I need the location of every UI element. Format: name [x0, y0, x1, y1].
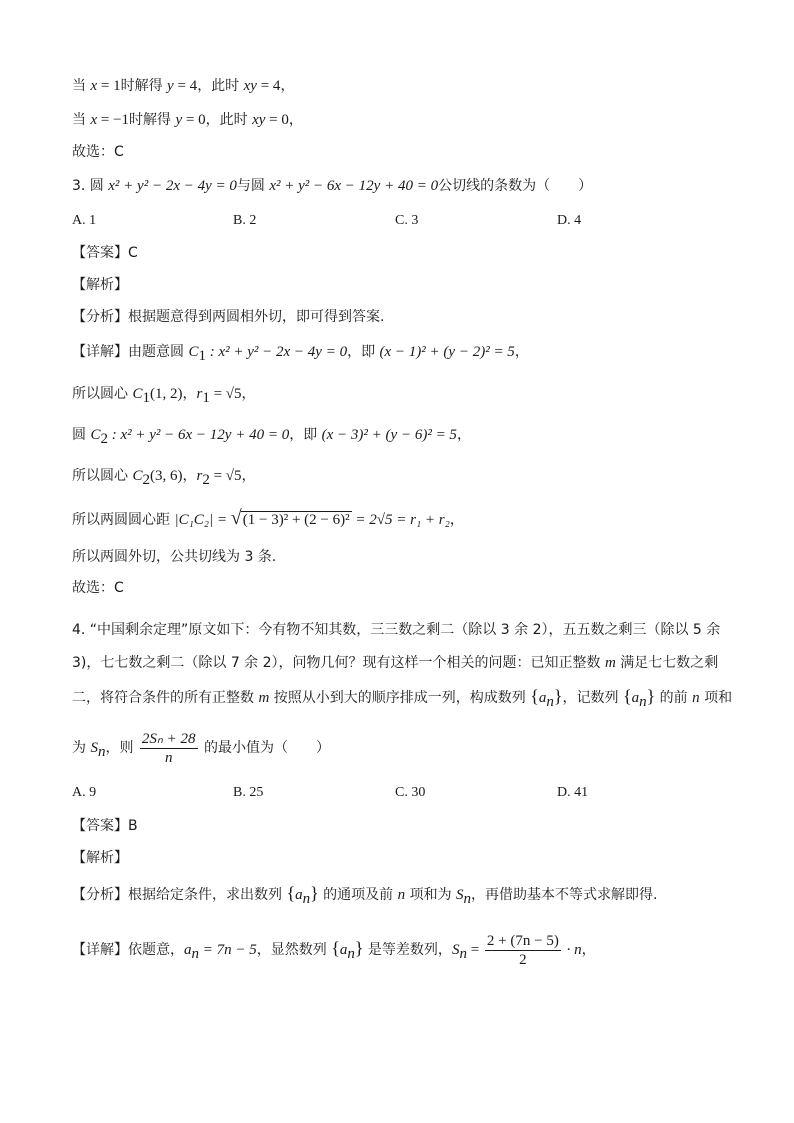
text: 项和为 — [405, 887, 457, 903]
math-sub: n — [347, 945, 355, 962]
option-b: B. 25 — [233, 785, 264, 800]
analysis-text — [72, 307, 384, 327]
text: 满足七七数之剩 — [615, 655, 719, 671]
text: 按照从小到大的顺序排成一列，构成数列 — [269, 690, 531, 706]
solution-line-q4 — [72, 928, 596, 974]
math: C — [132, 468, 143, 484]
fraction — [485, 932, 561, 969]
text: 【分析】根据题意得到两圆相外切，即可得到答案. — [72, 309, 385, 325]
math: · n — [562, 942, 582, 958]
answer-choice-line — [72, 578, 124, 598]
text: 【分析】根据给定条件，求出数列 — [72, 887, 287, 903]
text: 二，将符合条件的所有正整数 — [72, 690, 259, 706]
option-b: B. 2 — [233, 213, 257, 228]
text: 项和 — [699, 690, 733, 706]
question-4-line-3 — [72, 686, 732, 712]
math: C — [188, 344, 199, 360]
text: 4. “中国剩余定理”原文如下：今有物不知其数，三三数之剩二（除以 3 余 2），五五数之剩三（除以 5 余 — [72, 622, 721, 638]
right-brace: } — [646, 686, 656, 706]
text: ， — [456, 427, 471, 443]
math-sub: 2 — [142, 471, 150, 488]
text: 【解析】 — [72, 277, 128, 293]
text: 的最小值为（ ） — [199, 740, 330, 756]
math: = 0 — [265, 112, 289, 128]
math-sub: 1 — [198, 347, 206, 364]
text: ，则 — [105, 740, 138, 756]
text: ，再借助基本不等式求解即得. — [471, 887, 658, 903]
math-sub: n — [639, 693, 647, 710]
question-3 — [72, 176, 592, 196]
right-brace: } — [553, 686, 563, 706]
text: 【详解】由题意圆 — [72, 344, 189, 360]
text: 为 — [72, 740, 91, 756]
text: 是等差数列， — [363, 942, 452, 958]
right-brace: } — [354, 938, 364, 958]
solution-line-4 — [72, 466, 256, 490]
math: m — [604, 655, 616, 671]
math: (x − 3)² + (y − 6)² = 5 — [321, 427, 457, 443]
math: r — [196, 386, 203, 402]
math: C — [90, 427, 101, 443]
text: ， — [280, 78, 295, 94]
text-line-1 — [72, 76, 294, 96]
analysis-label — [72, 848, 128, 868]
solution-line-1 — [72, 342, 529, 366]
math-sub: n — [463, 890, 472, 907]
text: ，此时 — [197, 78, 244, 94]
math: n — [397, 887, 406, 903]
math: : x² + y² − 6x − 12y + 40 = 0 — [107, 427, 290, 443]
math-sub: n — [546, 693, 554, 710]
text: 【答案】B — [72, 818, 138, 834]
question-4-line-4 — [72, 728, 330, 772]
text: 当 — [72, 78, 91, 94]
math: y — [175, 112, 183, 128]
math: a — [538, 690, 547, 706]
math: m — [258, 690, 270, 706]
text: 公切线的条数为（ ） — [438, 178, 593, 194]
option-d: D. 41 — [557, 785, 589, 800]
math: = 2√5 = r₁ + r₂ — [351, 512, 450, 528]
math: = 4 — [173, 78, 198, 94]
text-line-2 — [72, 110, 303, 130]
text: ， — [241, 468, 256, 484]
math-equation: x² + y² − 2x − 4y = 0 — [108, 178, 237, 194]
text: ， — [241, 386, 256, 402]
math: a — [295, 887, 303, 903]
math: = 4 — [256, 78, 281, 94]
text: 时解得 — [129, 112, 176, 128]
math: r — [196, 468, 203, 484]
fraction — [140, 730, 198, 767]
text: 故选：C — [72, 144, 124, 160]
math: = 0 — [182, 112, 206, 128]
text: 的通项及前 — [318, 887, 398, 903]
text: 【详解】依题意， — [72, 942, 184, 958]
text: 所以圆心 — [72, 468, 133, 484]
text: ，显然数列 — [256, 942, 332, 958]
math: = −1 — [97, 112, 130, 128]
text: ，即 — [347, 344, 380, 360]
answer-choice-line — [72, 142, 124, 162]
math: a — [631, 690, 640, 706]
math: |C₁C₂| = — [174, 512, 231, 528]
text: ， — [514, 344, 529, 360]
math: = √5 — [209, 386, 242, 402]
sqrt — [230, 507, 352, 530]
math: C — [132, 386, 143, 402]
math: n — [692, 690, 700, 706]
text: ，即 — [289, 427, 322, 443]
text: ， — [449, 512, 464, 528]
math: = 1 — [97, 78, 121, 94]
left-brace: { — [286, 883, 296, 903]
math-sub: 1 — [202, 389, 210, 406]
text: ，此时 — [205, 112, 253, 128]
math: (1, 2) — [149, 386, 183, 402]
text: 与圆 — [236, 178, 270, 194]
option-a: A. 9 — [72, 785, 97, 800]
text: ， — [288, 112, 303, 128]
option-d: D. 4 — [557, 213, 582, 228]
answer-label — [72, 816, 138, 836]
math: : x² + y² − 2x − 4y = 0 — [205, 344, 348, 360]
radical-sign: √ — [230, 507, 242, 529]
math: a — [339, 942, 348, 958]
analysis-text — [72, 883, 658, 909]
text: 3. 圆 — [72, 178, 109, 194]
math: a — [184, 942, 192, 958]
text: 圆 — [72, 427, 91, 443]
math: S — [451, 942, 460, 958]
math: x — [90, 78, 98, 94]
solution-line-3 — [72, 425, 471, 449]
math: S — [456, 887, 464, 903]
math: xy — [252, 112, 266, 128]
text: 时解得 — [120, 78, 168, 94]
solution-line-6 — [72, 547, 276, 567]
numerator: 2Sₙ + 28 — [141, 730, 196, 747]
text: ， — [182, 386, 197, 402]
question-4-line-2 — [72, 653, 718, 673]
text: 【答案】C — [72, 245, 138, 261]
text: ， — [581, 942, 596, 958]
math: = — [466, 942, 483, 958]
math-sub: n — [302, 890, 311, 907]
math: xy — [243, 78, 257, 94]
denominator: n — [164, 749, 173, 766]
math-sub: 2 — [202, 471, 210, 488]
solution-line-5 — [72, 507, 464, 530]
option-c: C. 30 — [395, 785, 426, 800]
text: 所以圆心 — [72, 386, 133, 402]
answer-label — [72, 243, 138, 263]
text: 3)，七七数之剩二（除以 7 余 2），问物几何？现有这样一个相关的问题：已知正整数 — [72, 655, 605, 671]
math-sub: 1 — [142, 389, 150, 406]
text: 【解析】 — [72, 850, 128, 866]
solution-line-2 — [72, 384, 256, 408]
text: 故选：C — [72, 580, 124, 596]
text: 所以两圆外切，公共切线为 3 条. — [72, 549, 277, 565]
left-brace: { — [530, 686, 539, 706]
analysis-label — [72, 275, 128, 295]
denominator: 2 — [519, 951, 527, 968]
option-c: C. 3 — [395, 213, 419, 228]
numerator: 2 + (7n − 5) — [486, 932, 559, 949]
left-brace: { — [622, 686, 632, 706]
math-sub: n — [459, 945, 467, 962]
math-sub: n — [191, 945, 199, 962]
math-equation: x² + y² − 6x − 12y + 40 = 0 — [269, 178, 439, 194]
math: (x − 1)² + (y − 2)² = 5 — [379, 344, 515, 360]
text: 所以两圆圆心距 — [72, 512, 175, 528]
question-4-line-1 — [72, 620, 720, 640]
math: (3, 6) — [149, 468, 183, 484]
text: 当 — [72, 112, 91, 128]
radicand: (1 − 3)² + (2 − 6)² — [242, 512, 350, 528]
math-sub: 2 — [100, 430, 108, 447]
text: ，记数列 — [562, 690, 623, 706]
math: y — [167, 78, 174, 94]
math: x — [90, 112, 98, 128]
right-brace: } — [310, 883, 319, 903]
math: = 7n − 5 — [199, 942, 257, 958]
left-brace: { — [331, 938, 340, 958]
text: 的前 — [655, 690, 693, 706]
math-sub: n — [97, 743, 106, 760]
text: ， — [182, 468, 197, 484]
option-a: A. 1 — [72, 213, 97, 228]
math: S — [90, 740, 98, 756]
math: = √5 — [209, 468, 242, 484]
